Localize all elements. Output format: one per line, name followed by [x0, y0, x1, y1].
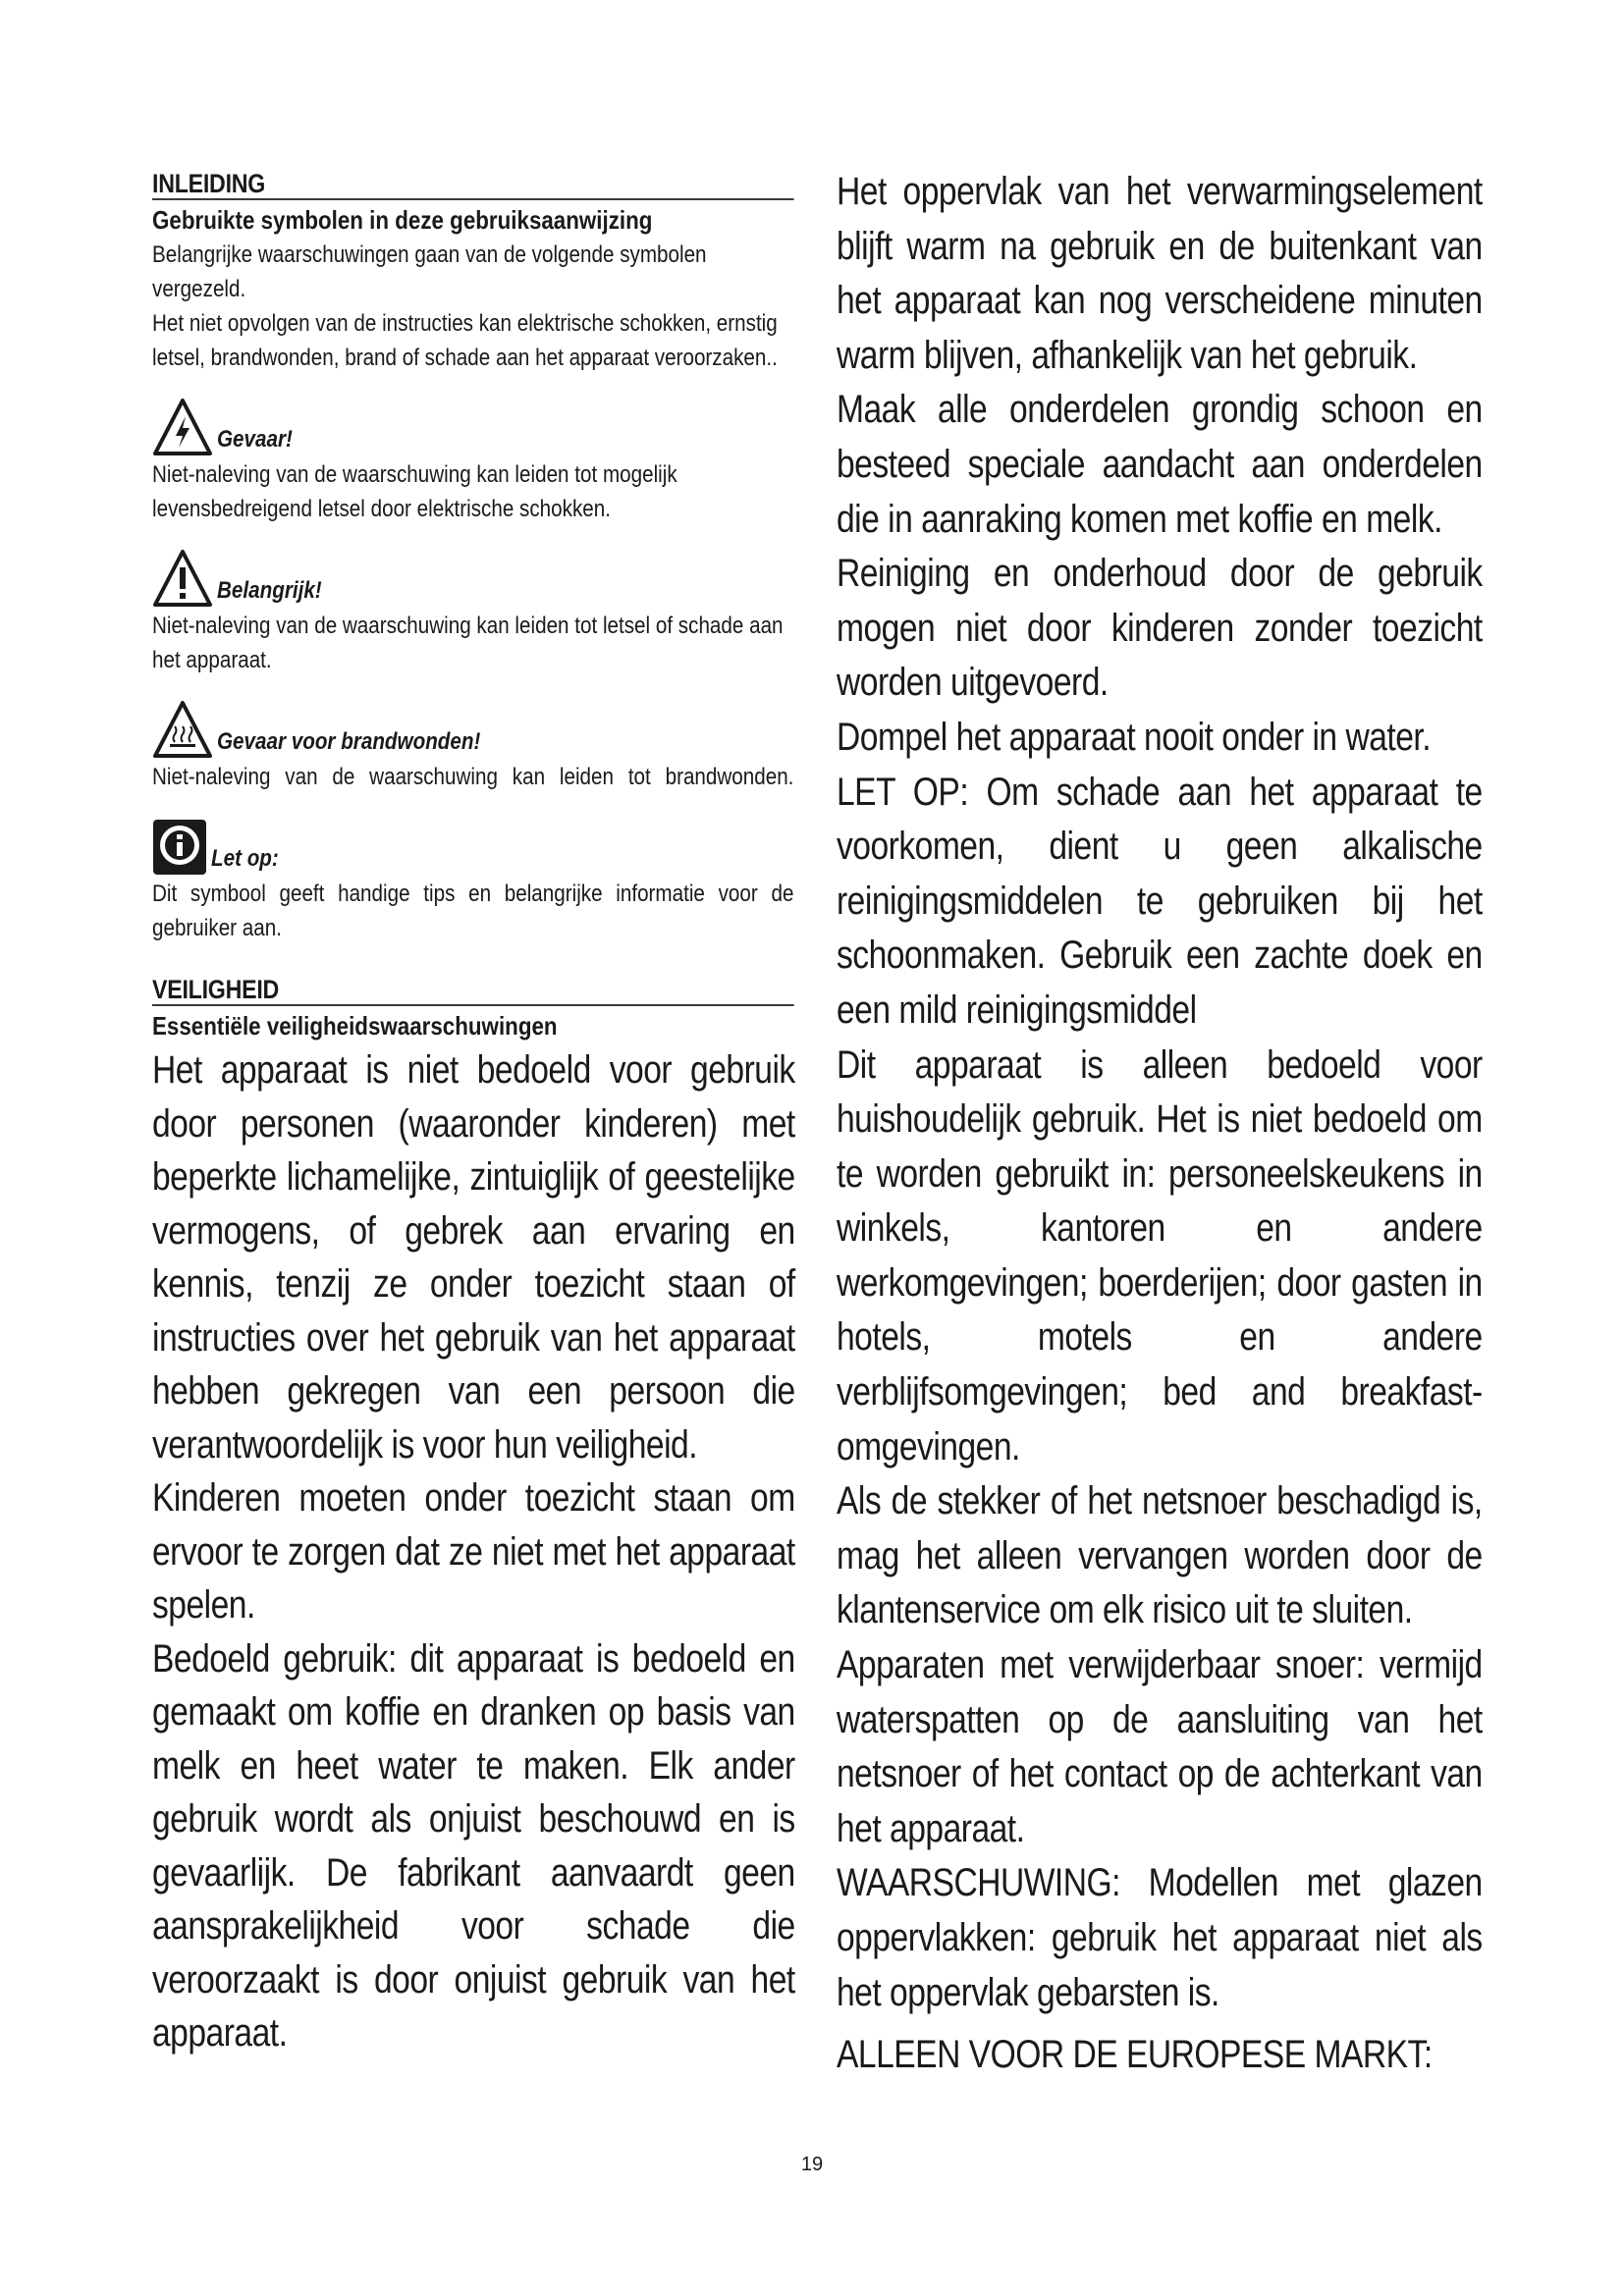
- safety-paragraph: Dompel het apparaat nooit onder in water.: [837, 715, 1432, 759]
- warning-label: Let op:: [211, 845, 279, 872]
- subheading-safety-warnings: Essentiële veiligheidswaarschuwingen: [152, 1011, 558, 1041]
- right-column: [837, 165, 1483, 2083]
- warning-burn: [152, 683, 795, 760]
- market-note: ALLEEN VOOR DE EUROPESE MARKT:: [837, 2033, 1433, 2077]
- safety-paragraph: Het apparaat is niet bedoeld voor gebruik door personen (waaronder kinderen) met beperkte lichamelijke, zintuiglijk of geestelijke vermogens, of gebrek aan ervaring en kennis, tenzij ze onder toezicht staan of instructies over het gebruik van het apparaat hebben gekregen van een persoon die verantwoordelijk is voor hun veiligheid.: [152, 1048, 795, 1467]
- info-text: Dit symbool geeft handige tips en belangrijke informatie voor de gebruiker aan.: [152, 881, 794, 941]
- warning-text: Niet-naleving van de waarschuwing kan leiden tot letsel of schade aan het apparaat.: [152, 613, 784, 673]
- warning-text: Niet-naleving van de waarschuwing kan leiden tot brandwonden.: [152, 764, 794, 790]
- intro-paragraph: Belangrijke waarschuwingen gaan van de volgende symbolen vergezeld.: [152, 241, 707, 302]
- info-note: [152, 800, 795, 877]
- info-icon: [152, 818, 207, 877]
- danger-electric-icon: [152, 397, 213, 457]
- intro-paragraph: Het niet opvolgen van de instructies kan elektrische schokken, ernstig letsel, brandwonden, brand of schade aan het apparaat veroorzaken..: [152, 310, 778, 371]
- safety-paragraph: Het oppervlak van het verwarmingselement blijft warm na gebruik en de buitenkant van het apparaat kan nog verscheidene minuten warm blijven, afhankelijk van het gebruik.: [837, 170, 1483, 377]
- warning-danger: [152, 381, 795, 457]
- safety-paragraph: Maak alle onderdelen grondig schoon en besteed speciale aandacht aan onderdelen die in aanraking komen met koffie en melk.: [837, 388, 1483, 541]
- safety-paragraph: LET OP: Om schade aan het apparaat te voorkomen, dient u geen alkalische reinigingsmiddelen te gebruiken bij het schoonmaken. Gebruik een zachte doek en een mild reinigingsmiddel: [837, 770, 1483, 1032]
- burn-hazard-icon: [152, 699, 213, 760]
- subheading-symbols: Gebruikte symbolen in deze gebruiksaanwijzing: [152, 205, 653, 235]
- safety-paragraph: Kinderen moeten onder toezicht staan om ervoor te zorgen dat ze niet met het apparaat spelen.: [152, 1476, 795, 1627]
- important-icon: [152, 548, 213, 609]
- warning-important: [152, 532, 795, 609]
- safety-paragraph: Bedoeld gebruik: dit apparaat is bedoeld en gemaakt om koffie en dranken op basis van melk en heet water te maken. Elk ander gebruik wordt als onjuist beschouwd en is gevaarlijk. De fabrikant aanvaardt geen aansprakelijkheid voor schade die veroorzaakt is door onjuist gebruik van het apparaat.: [152, 1636, 795, 2055]
- safety-paragraph: Apparaten met verwijderbaar snoer: vermijd waterspatten op de aansluiting van het netsnoer of het contact op de achterkant van het apparaat.: [837, 1643, 1483, 1850]
- section-heading-intro: INLEIDING: [152, 169, 793, 200]
- page-number: 19: [800, 2154, 824, 2175]
- safety-paragraph: Dit apparaat is alleen bedoeld voor huishoudelijk gebruik. Het is niet bedoeld om te worden gebruikt in: personeelskeukens in winkels, kantoren en andere werkomgevingen; boerderijen; door gasten in hotels, motels en andere verblijfsomgevingen; bed and breakfast-omgevingen.: [837, 1042, 1483, 1468]
- left-column: [152, 169, 795, 2060]
- section-heading-safety: VEILIGHEID: [152, 975, 793, 1006]
- warning-label: Gevaar voor brandwonden!: [217, 728, 481, 755]
- safety-paragraph: Reiniging en onderhoud door de gebruik mogen niet door kinderen zonder toezicht worden uitgevoerd.: [837, 552, 1483, 705]
- warning-label: Belangrijk!: [217, 577, 322, 604]
- warning-label: Gevaar!: [217, 426, 293, 453]
- safety-paragraph: Als de stekker of het netsnoer beschadigd is, mag het alleen vervangen worden door de klantenservice om elk risico uit te sluiten.: [837, 1479, 1483, 1632]
- safety-paragraph: WAARSCHUWING: Modellen met glazen oppervlakken: gebruik het apparaat niet als het oppervlak gebarsten is.: [837, 1861, 1483, 2014]
- warning-text: Niet-naleving van de waarschuwing kan leiden tot mogelijk levensbedreigend letsel door elektrische schokken.: [152, 461, 677, 522]
